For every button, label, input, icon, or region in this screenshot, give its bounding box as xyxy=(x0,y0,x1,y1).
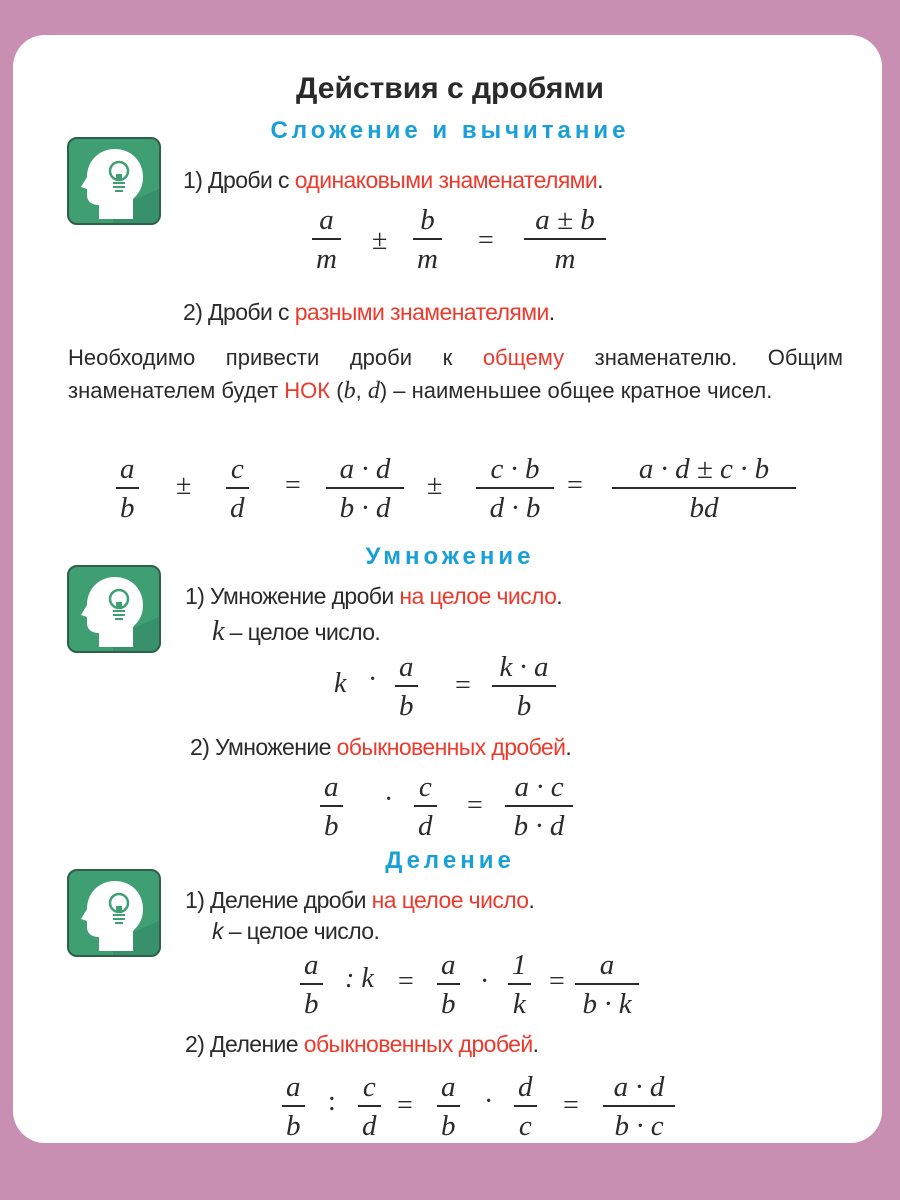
fraction: a b xyxy=(282,1072,305,1141)
section-heading-division: Деление xyxy=(385,847,515,874)
fraction: a b xyxy=(437,950,460,1019)
variable-k: k xyxy=(212,918,223,944)
operator: · xyxy=(480,966,490,997)
explanation-paragraph: Необходимо привести дроби к общему знаменателю. Общим знаменателем будет НОК (b, d) – наименьшее общее кратное чисел. xyxy=(68,345,843,404)
fraction: a b xyxy=(437,1072,460,1141)
operator: ± xyxy=(176,470,192,501)
divide-by-k: : k xyxy=(345,963,374,994)
fraction: a · d b · d xyxy=(326,454,404,523)
rule-suffix: . xyxy=(528,887,535,913)
operator: : xyxy=(328,1086,336,1117)
fraction: c d xyxy=(226,454,249,523)
fraction: a · c b · d xyxy=(505,772,573,841)
rule-same-denominators xyxy=(183,167,603,194)
fraction: c d xyxy=(358,1072,381,1141)
equals-sign: = xyxy=(549,966,565,997)
equals-sign: = xyxy=(563,1090,579,1121)
variable-k: k xyxy=(334,668,347,699)
rule-text: 2) Умножение xyxy=(190,734,337,760)
fraction: a b · k xyxy=(575,950,639,1019)
integer-note xyxy=(212,918,379,945)
rule-multiply-fractions xyxy=(190,734,571,761)
fraction: a ± b m xyxy=(524,205,606,274)
operator: ± xyxy=(427,470,443,501)
rule-divide-fractions xyxy=(185,1031,538,1058)
rule-text: 2) Дроби с xyxy=(183,299,295,325)
fraction: d c xyxy=(514,1072,537,1141)
rule-text: 1) Умножение дроби xyxy=(185,583,400,609)
fraction: b m xyxy=(413,205,442,274)
section-heading-multiplication: Умножение xyxy=(365,543,535,570)
head-lightbulb-icon xyxy=(67,869,161,957)
fraction: a b xyxy=(116,454,139,523)
rule-highlight: обыкновенных дробей xyxy=(303,1031,533,1057)
fraction: k · a b xyxy=(492,652,556,721)
rule-different-denominators xyxy=(183,299,555,326)
equals-sign: = xyxy=(397,1090,413,1121)
equals-sign: = xyxy=(478,225,494,256)
equals-sign: = xyxy=(455,670,471,701)
head-lightbulb-icon xyxy=(67,565,161,653)
rule-text: 1) Дроби с xyxy=(183,167,295,193)
rule-suffix: . xyxy=(565,734,572,760)
rule-suffix: . xyxy=(532,1031,539,1057)
operator: · xyxy=(368,664,378,695)
rule-highlight: обыкновенных дробей xyxy=(336,734,566,760)
rule-multiply-by-integer xyxy=(185,583,562,610)
rule-highlight: одинаковыми знаменателями xyxy=(294,167,598,193)
fraction: c d xyxy=(414,772,437,841)
rule-highlight: на целое число xyxy=(371,887,529,913)
fraction: a · d ± c · b bd xyxy=(612,454,796,523)
rule-divide-by-integer xyxy=(185,887,534,914)
rule-suffix: . xyxy=(548,299,555,325)
fraction: a m xyxy=(312,205,341,274)
head-lightbulb-icon xyxy=(67,137,161,225)
fraction: a · d b · c xyxy=(603,1072,675,1141)
note-text: – целое число. xyxy=(223,619,381,645)
rule-highlight: на целое число xyxy=(399,583,557,609)
rule-highlight: разными знаменателями xyxy=(294,299,549,325)
equals-sign: = xyxy=(398,966,414,997)
fraction: a b xyxy=(395,652,418,721)
equals-sign: = xyxy=(467,790,483,821)
integer-note xyxy=(212,616,380,648)
rule-text: 1) Деление дроби xyxy=(185,887,372,913)
rule-suffix: . xyxy=(597,167,603,193)
equals-sign: = xyxy=(285,470,301,501)
operator: · xyxy=(384,784,394,815)
fraction: 1 k xyxy=(508,950,531,1019)
rule-suffix: . xyxy=(556,583,563,609)
section-heading-addition: Сложение и вычитание xyxy=(270,117,630,144)
variable-k: k xyxy=(212,616,224,647)
operator: ± xyxy=(372,225,388,256)
fraction: a b xyxy=(300,950,323,1019)
equals-sign: = xyxy=(567,470,583,501)
note-text: – целое число. xyxy=(222,918,380,944)
operator: · xyxy=(484,1086,494,1117)
fraction: c · b d · b xyxy=(476,454,554,523)
rule-text: 2) Деление xyxy=(185,1031,304,1057)
page-title: Действия с дробями xyxy=(296,72,604,105)
fraction: a b xyxy=(320,772,343,841)
